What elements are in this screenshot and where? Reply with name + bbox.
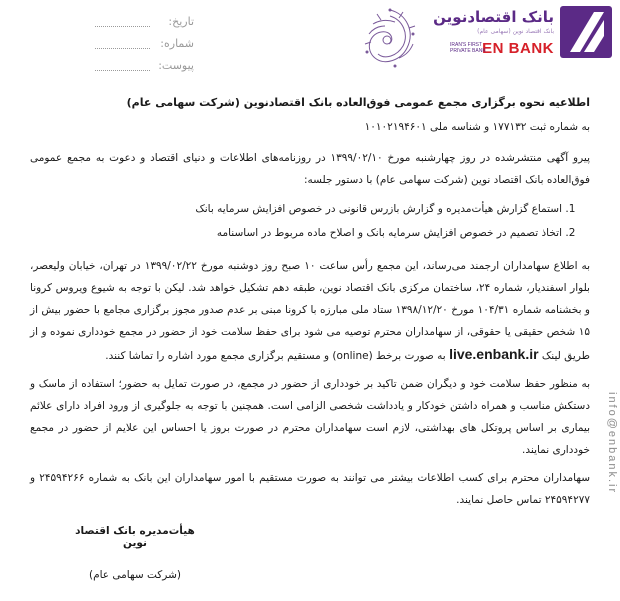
number-label: شماره: (160, 36, 194, 50)
meeting-text-before: به اطلاع سهامداران ارجمند می‌رساند، این مجمع رأس ساعت ۱۰ صبح روز دوشنبه مورخ ۱۳۹۹/۰۲/۲۲ در تهران، خیابان ولیعصر، بلوار اسفندیار، شماره ۲۴، ساختمان مرکزی بانک اقتصاد نوین، طبقه دهم تشکیل خواهد شد. لیکن با توجه به شیوع ویروس کرونا و بخشنامه شماره ۱۰۴/۳۱ مورخ ۱۳۹۸/۱۲/۲۰ ستاد ملی مبارزه با کرونا مبنی بر عدم صدور مجوز برگزاری مجامع با حضور بیش از ۱۵ شخص حقیقی یا حقوقی، از سهامداران محترم توصیه می شود برای حفظ سلامت خود از حضور در مجمع خودداری نموده و از طریق لینک (30, 260, 591, 362)
bank-tagline-fa: بانک اقتصاد نوین (سهامی عام) (477, 28, 554, 35)
agenda-list (30, 197, 590, 245)
live-stream-link[interactable]: live.enbank.ir (449, 346, 539, 362)
number-row (95, 32, 194, 54)
intro-paragraph: پیرو آگهی منتشرشده در روز چهارشنبه مورخ ۱۳۹۹/۰۲/۱۰ در روزنامه‌های اطلاعات و دنیای اقتصاد و دعوت به مجمع عمومی فوق‌العاده بانک اقتصاد نوین (شرکت سهامی عام) با دستور جلسه: (30, 152, 590, 186)
bank-name-fa: بانک اقتصادنوین (433, 8, 554, 26)
signature: هیأت‌مدیره بانک اقتصاد نوین (75, 525, 195, 549)
agenda-item: 2. اتخاذ تصمیم در خصوص افزایش سرمایه بانک و اصلاح ماده مربوط در اساسنامه (30, 221, 562, 245)
en-bank-logo-icon (560, 6, 612, 58)
attachment-line (95, 60, 150, 71)
paisley-ornament-icon (355, 4, 425, 74)
bank-name-en: EN BANK (482, 40, 554, 57)
contact-paragraph: سهامداران محترم برای کسب اطلاعات بیشتر می توانند به صورت مستقیم با امور سهامداران این بانک به شماره ۲۴۵۹۴۲۶۶ و ۲۴۵۹۴۲۷۷ تماس حاصل نمایند. (30, 472, 590, 506)
agenda-item: 1. استماع گزارش هیأت‌مدیره و گزارش بازرس قانونی در خصوص افزایش سرمایه بانک (30, 197, 562, 221)
signature-sub: (شرکت سهامی عام) (89, 569, 181, 581)
registration-info: به شماره ثبت ۱۷۷۱۳۲ و شناسه ملی ۱۰۱۰۲۱۹۴۶۰۱ (364, 121, 590, 133)
bank-tagline-en: IRAN'S FIRST PRIVATE BANK (450, 42, 486, 54)
date-row (95, 10, 194, 32)
attachment-row (95, 54, 194, 76)
meeting-text-after: به صورت برخط (online) و مستقیم برگزاری مجمع مورد اشاره را تماشا کنند. (105, 350, 446, 362)
health-paragraph: به منظور حفظ سلامت خود و دیگران ضمن تاکید بر خودداری از حضور در مجمع، در صورت تمایل به حضور؛ استفاده از ماسک و دستکش مناسب و همراه داشتن خودکار و یادداشت شخصی الزامی است. همچنین با توجه به جلوگیری از ورود افراد دارای علائم بیماری بر اساس پروتکل های بهداشتی، لازم است سهامداران محترم در صورت بروز یا احساس این علایم از حضور در مجمع خودداری نمایند. (30, 378, 590, 456)
notice-body (30, 96, 590, 581)
date-label: تاریخ: (168, 14, 194, 28)
bank-brand[interactable] (422, 6, 612, 70)
attachment-label: پیوست: (158, 58, 194, 72)
side-email: info@enbank.ir (606, 392, 618, 495)
letter-meta (95, 10, 194, 76)
letterhead (0, 0, 620, 80)
notice-title: اطلاعیه نحوه برگزاری مجمع عمومی فوق‌العاده بانک اقتصادنوین (شرکت سهامی عام) (126, 96, 590, 109)
date-line (95, 16, 150, 27)
number-line (95, 38, 150, 49)
meeting-paragraph (30, 255, 590, 367)
